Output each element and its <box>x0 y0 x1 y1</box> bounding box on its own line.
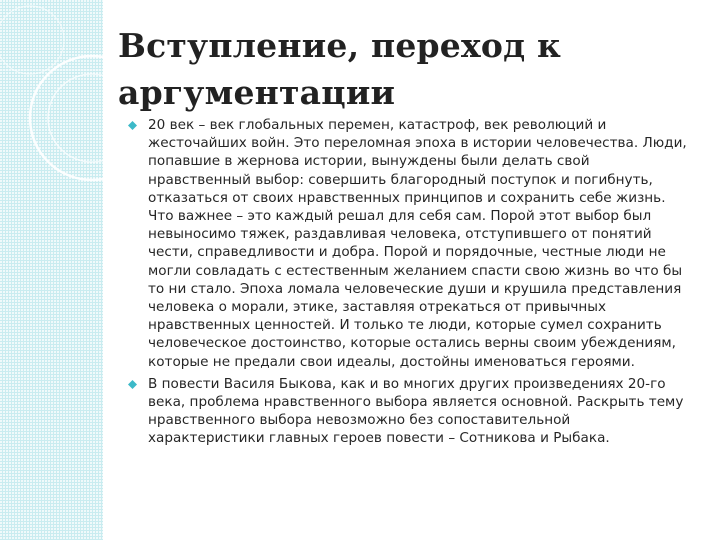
decorative-circles-graphic <box>0 0 103 540</box>
bullet-list <box>128 116 688 452</box>
bullet-text: В повести Василя Быкова, как и во многих других произведениях 20-го века, проблема нравственного выбора является основной. Раскрыть тему нравственного выбора невозможно без сопоставительной характеристики главных героев повести – Сотникова и Рыбака. <box>148 375 684 447</box>
slide-title: Вступление, переход к аргументации <box>118 26 561 112</box>
bullet-text: 20 век – век глобальных перемен, катастроф, век революций и жесточайших войн. Это переломная эпоха в истории человечества. Люди, попавшие в жернова истории, вынуждены были делать свой нравственный выбор: совершить благородный поступок и погибнуть, отказаться от своих нравственных принципов и сохранить себе жизнь. Что важнее – это каждый решал для себя сам. Порой этот выбор был невыносимо тяжек, раздавливая человека, отступившего от понятий чести, справедливости и добра. Порой и порядочные, честные люди не могли совладать с естественным желанием спасти свою жизнь во что бы то ни стало. Эпоха ломала человеческие души и крушила представления человека о морали, этике, заставляя отрекаться от привычных нравственных ценностей. И только те люди, которые сумел сохранить человеческое достоинство, которые остались верны своим убеждениям, которые не предали свои идеалы, достойны именоваться героями. <box>148 117 687 370</box>
bullet-item <box>128 116 688 371</box>
diamond-bullet-icon <box>128 121 137 130</box>
decorative-side-panel <box>0 0 103 540</box>
bullet-item <box>128 375 688 448</box>
diamond-bullet-icon <box>128 380 137 389</box>
